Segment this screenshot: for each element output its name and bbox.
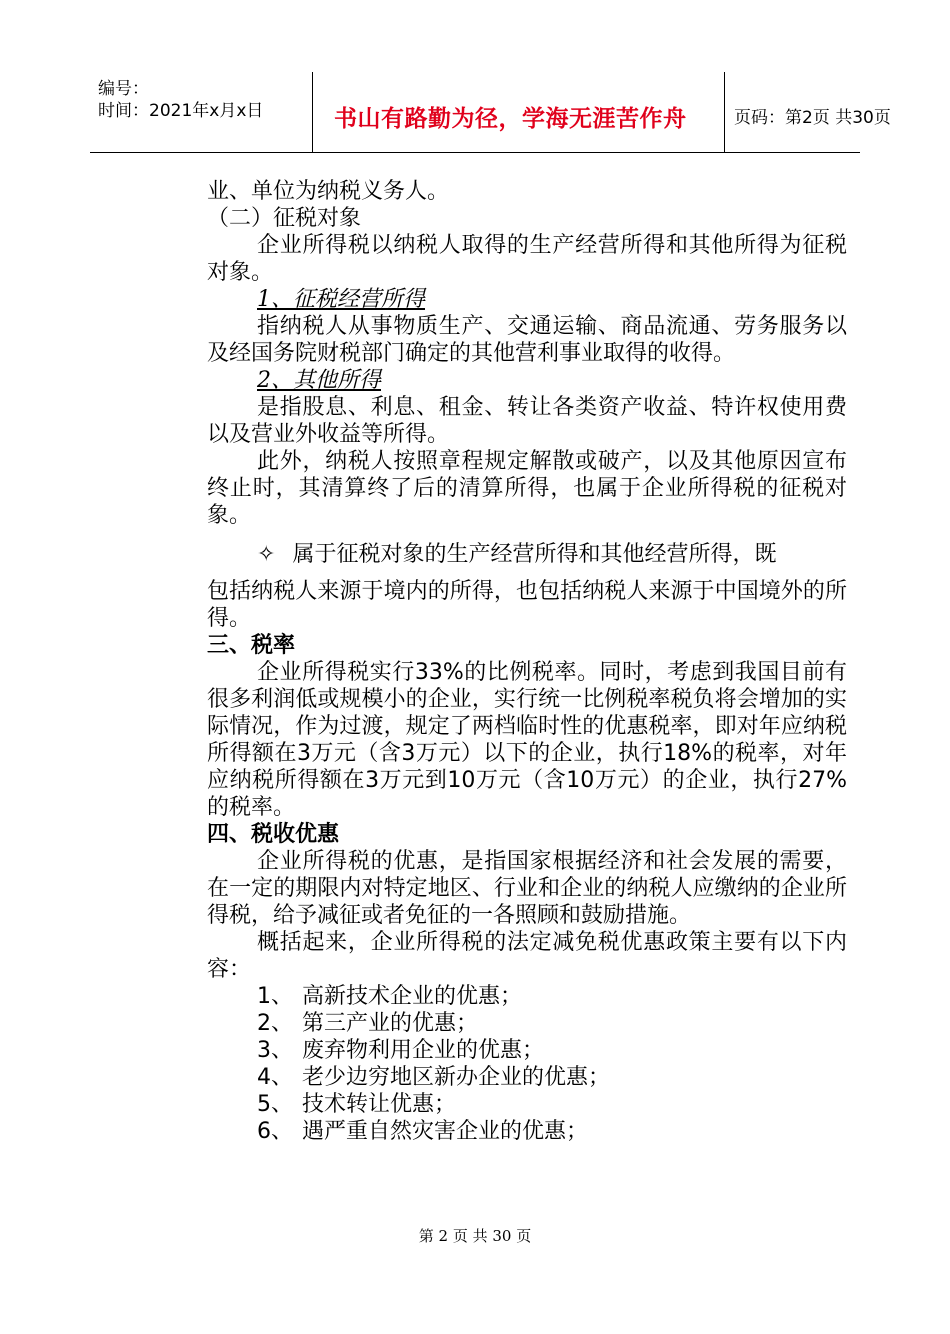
- paragraph: 企业所得税以纳税人取得的生产经营所得和其他所得为征税对象。: [207, 233, 847, 285]
- diamond-bullet-icon: ✧: [257, 542, 276, 567]
- list-item: 6、 遇严重自然灾害企业的优惠；: [257, 1119, 589, 1144]
- document-body: [207, 178, 847, 1145]
- paragraph: 指纳税人从事物质生产、交通运输、商品流通、劳务服务以及经国务院财税部门确定的其他营利事业取得的收得。: [207, 314, 847, 366]
- subheading: 1、征税经营所得: [257, 287, 425, 312]
- paragraph: 概括起来，企业所得税的法定减免税优惠政策主要有以下内容：: [207, 930, 847, 982]
- page-footer: 第 2 页 共 30 页: [418, 1227, 532, 1245]
- time-label: 时间：2021年x月x日: [98, 101, 264, 121]
- list-item: 2、 第三产业的优惠；: [257, 1011, 479, 1036]
- header-divider: [312, 72, 313, 152]
- paragraph: 此外，纳税人按照章程规定解散或破产，以及其他原因宣布终止时，其清算终了后的清算所得，也属于企业所得税的征税对象。: [207, 449, 847, 528]
- section-heading: 三、税率: [207, 633, 296, 658]
- list-item: 5、 技术转让优惠；: [257, 1092, 457, 1117]
- list-item: 4、 老少边穷地区新办企业的优惠；: [257, 1065, 611, 1090]
- paragraph: 包括纳税人来源于境内的所得，也包括纳税人来源于中国境外的所得。: [207, 579, 847, 631]
- section-heading: （二）征税对象: [207, 206, 362, 231]
- header-page-label: 页码：第2页 共30页: [734, 108, 891, 128]
- bullet-text: 属于征税对象的生产经营所得和其他经营所得，既: [292, 542, 777, 567]
- subheading: 2、其他所得: [257, 368, 381, 393]
- benefit-list: [207, 983, 847, 1145]
- header-motto: 书山有路勤为径，学海无涯苦作舟: [334, 105, 687, 132]
- paragraph: 业、单位为纳税义务人。: [207, 179, 450, 204]
- paragraph: 企业所得税实行33%的比例税率。同时，考虑到我国目前有很多利润低或规模小的企业，实行统一比例税率税负将会增加的实际情况，作为过渡，规定了两档临时性的优惠税率，即对年应纳税所得额在3万元（含3万元）以下的企业，执行18%的税率，对年应纳税所得额在3万元到10万元（含10万元）的企业，执行27%的税率。: [207, 660, 847, 820]
- section-heading: 四、税收优惠: [207, 822, 340, 847]
- header-divider: [724, 72, 725, 152]
- list-item: 1、 高新技术企业的优惠；: [257, 984, 523, 1009]
- header-meta: [98, 78, 263, 122]
- paragraph: 企业所得税的优惠，是指国家根据经济和社会发展的需要，在一定的期限内对特定地区、行业和企业的纳税人应缴纳的企业所得税，给予减征或者免征的一各照顾和鼓励措施。: [207, 849, 847, 928]
- paragraph: 是指股息、利息、租金、转让各类资产收益、特许权使用费以及营业外收益等所得。: [207, 395, 847, 447]
- list-item: 3、 废弃物利用企业的优惠；: [257, 1038, 545, 1063]
- serial-label: 编号：: [98, 79, 149, 99]
- bullet-paragraph: [207, 541, 847, 568]
